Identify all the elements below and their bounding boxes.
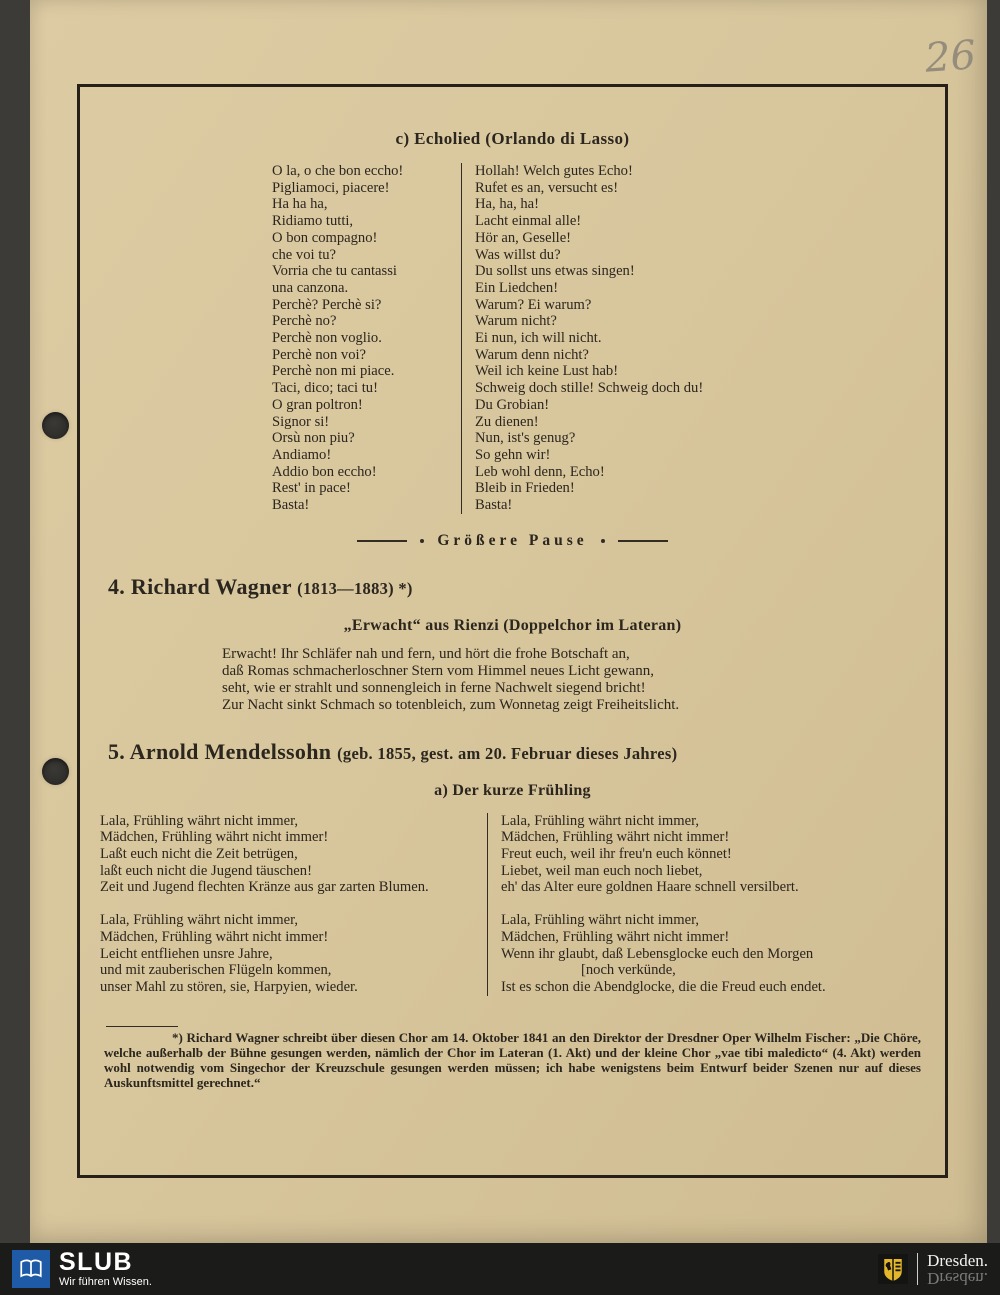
text-line: Erwacht! Ihr Schläfer nah und fern, und hört die frohe Botschaft an, xyxy=(222,645,630,662)
text-line: Perchè? Perchè si? xyxy=(272,296,382,313)
text-line: Taci, dico; taci tu! xyxy=(272,380,378,397)
wagner-name: 4. Richard Wagner xyxy=(108,573,292,599)
text-line: So gehn wir! xyxy=(475,446,551,463)
echolied-heading: c) Echolied (Orlando di Lasso) xyxy=(395,129,630,148)
text-line: una canzona. xyxy=(272,279,349,296)
stanza xyxy=(501,813,925,897)
text-line: Rufet es an, versucht es! xyxy=(475,179,619,196)
viewer-footer xyxy=(0,1243,1000,1295)
text-line: Zeit und Jugend flechten Kränze aus gar zarten Blumen. xyxy=(100,879,429,896)
text-line: Nun, ist's genug? xyxy=(475,430,576,447)
scanned-page xyxy=(30,0,987,1243)
text-line: Hollah! Welch gutes Echo! xyxy=(475,163,633,179)
slub-wordmark-block xyxy=(59,1247,152,1289)
text-line: Warum nicht? xyxy=(475,313,557,330)
wagner-dates: (1813—1883) *) xyxy=(297,578,413,598)
text-line: laßt euch nicht die Jugend täuschen! xyxy=(100,862,312,879)
mendelssohn-heading xyxy=(108,739,925,765)
stanza xyxy=(100,912,487,996)
wagner-heading xyxy=(108,574,925,600)
text-line: Perchè non mi piace. xyxy=(272,363,395,380)
text-line: Du sollst uns etwas singen! xyxy=(475,263,635,280)
text-line: Ein Liedchen! xyxy=(475,279,559,296)
slub-tagline: Wir führen Wissen. xyxy=(59,1275,152,1288)
text-line: Mädchen, Frühling währt nicht immer! xyxy=(501,829,730,846)
text-line: Ist es schon die Abendglocke, die die Freud euch endet. xyxy=(501,978,826,995)
text-line: O gran poltron! xyxy=(272,396,363,413)
stanza xyxy=(501,912,925,996)
text-line: Andiamo! xyxy=(272,446,332,463)
text-line: Wenn ihr glaubt, daß Lebensglocke euch den Morgen xyxy=(501,945,814,962)
text-line: che voi tu? xyxy=(272,246,337,263)
text-line: Signor si! xyxy=(272,413,330,430)
text-line: Ei nun, ich will nicht. xyxy=(475,330,602,347)
text-line: Basta! xyxy=(272,497,310,514)
text-line: Freut euch, weil ihr freu'n euch könnet! xyxy=(501,845,732,862)
dresden-wordmark: Dresden. xyxy=(927,1250,988,1270)
footnote-separator xyxy=(106,1026,178,1027)
text-line: Du Grobian! xyxy=(475,396,550,413)
dresden-wordmark-block xyxy=(927,1252,988,1287)
text-line: Laßt euch nicht die Zeit betrügen, xyxy=(100,845,298,862)
wagner-verse xyxy=(222,646,925,715)
text-line: Pigliamoci, piacere! xyxy=(272,179,390,196)
echolied-italian-column xyxy=(272,163,461,514)
wagner-subheading: „Erwacht“ aus Rienzi (Doppelchor im Lateran) xyxy=(343,616,682,634)
text-line: eh' das Alter eure goldnen Haare schnell versilbert. xyxy=(501,879,799,896)
text-line: Leicht entfliehen unsre Jahre, xyxy=(100,945,273,962)
pause-dot-left xyxy=(420,539,424,543)
dresden-wordmark-mirrored: Dresden. xyxy=(927,1268,988,1288)
text-line: [noch verkünde, xyxy=(581,962,676,979)
text-line: Basta! xyxy=(475,497,513,514)
text-line: Lala, Frühling währt nicht immer, xyxy=(100,912,299,929)
punch-hole-bottom xyxy=(42,758,69,785)
text-line: seht, wie er strahlt und sonnengleich in ferne Nachwelt siegend bricht! xyxy=(222,680,646,697)
text-line: unser Mahl zu stören, sie, Harpyien, wieder. xyxy=(100,978,358,995)
text-line: Zur Nacht sinkt Schmach so totenbleich, zum Wonnetag zeigt Freiheitslicht. xyxy=(222,697,680,714)
text-line: Weil ich keine Lust hab! xyxy=(475,363,619,380)
text-line: Lala, Frühling währt nicht immer, xyxy=(100,812,299,829)
text-line: Mädchen, Frühling währt nicht immer! xyxy=(501,928,730,945)
text-line: Mädchen, Frühling währt nicht immer! xyxy=(100,928,329,945)
mendelssohn-dates: (geb. 1855, gest. am 20. Februar dieses Jahres) xyxy=(337,743,678,763)
stanza xyxy=(100,813,487,897)
text-line: Ridiamo tutti, xyxy=(272,213,354,230)
text-line: Leb wohl denn, Echo! xyxy=(475,463,605,480)
text-line: Was willst du? xyxy=(475,246,561,263)
footnote-text: *) Richard Wagner schreibt über diesen Chor am 14. Oktober 1841 an den Direktor der Dresdner Oper Wilhelm Fischer: „Die Chöre, welche außerhalb der Bühne gesungen werden, nämlich der Chor im Lateran (1. Akt) und der kleine Chor „vae tibi maledicto“ (4. Akt) werden wohl notwendig vom Singechor der Kreuzschule gesungen werden müssen; ich habe wenigstens beim Entwurf beider Szenen nur auf dieses Auskunftsmittel gerechnet.“ xyxy=(104,1029,921,1090)
handwritten-page-number: 26 xyxy=(923,32,978,82)
text-line: Lacht einmal alle! xyxy=(475,213,582,230)
echolied-columns xyxy=(272,163,925,514)
text-line: Lala, Frühling währt nicht immer, xyxy=(501,912,700,929)
text-line: Rest' in pace! xyxy=(272,480,351,497)
fruhling-columns xyxy=(100,813,925,996)
pause-dot-right xyxy=(601,539,605,543)
pause-separator xyxy=(100,532,925,550)
program-frame xyxy=(77,84,948,1178)
text-line: Perchè non voglio. xyxy=(272,330,382,347)
text-line: Lala, Frühling währt nicht immer, xyxy=(501,812,700,829)
text-line: und mit zauberischen Flügeln kommen, xyxy=(100,962,332,979)
text-line: Warum? Ei warum? xyxy=(475,296,592,313)
dresden-crest-icon xyxy=(878,1254,908,1284)
pause-rule-right xyxy=(618,540,668,542)
text-line: Ha, ha, ha! xyxy=(475,196,540,213)
fruhling-right-column xyxy=(488,813,925,996)
footer-divider xyxy=(917,1253,918,1285)
text-line: Addio bon eccho! xyxy=(272,463,377,480)
text-line: Zu dienen! xyxy=(475,413,539,430)
slub-wordmark: SLUB xyxy=(59,1247,134,1276)
text-line: O la, o che bon eccho! xyxy=(272,163,404,179)
text-line: Perchè non voi? xyxy=(272,346,367,363)
text-line: Liebet, weil man euch noch liebet, xyxy=(501,862,703,879)
mendelssohn-name: 5. Arnold Mendelssohn xyxy=(108,738,332,764)
mendelssohn-subheading: a) Der kurze Frühling xyxy=(434,781,591,799)
text-line: Schweig doch stille! Schweig doch du! xyxy=(475,380,704,397)
text-line: Vorria che tu cantassi xyxy=(272,263,397,280)
text-line: Warum denn nicht? xyxy=(475,346,589,363)
text-line: Bleib in Frieden! xyxy=(475,480,575,497)
text-line: Orsù non piu? xyxy=(272,430,355,447)
text-line: O bon compagno! xyxy=(272,229,378,246)
text-line: Perchè no? xyxy=(272,313,337,330)
pause-rule-left xyxy=(357,540,407,542)
pause-label: Größere Pause xyxy=(437,531,588,549)
echolied-german-column xyxy=(462,163,703,514)
open-book-icon xyxy=(12,1250,50,1288)
text-line: Ha ha ha, xyxy=(272,196,328,213)
fruhling-left-column xyxy=(100,813,487,996)
text-line: Mädchen, Frühling währt nicht immer! xyxy=(100,829,329,846)
text-line: daß Romas schmacherloschner Stern vom Himmel neues Licht gewann, xyxy=(222,662,654,679)
footnote xyxy=(100,1026,925,1090)
dresden-logo xyxy=(878,1252,988,1287)
slub-logo xyxy=(12,1247,152,1289)
punch-hole-top xyxy=(42,412,69,439)
text-line: Hör an, Geselle! xyxy=(475,229,572,246)
